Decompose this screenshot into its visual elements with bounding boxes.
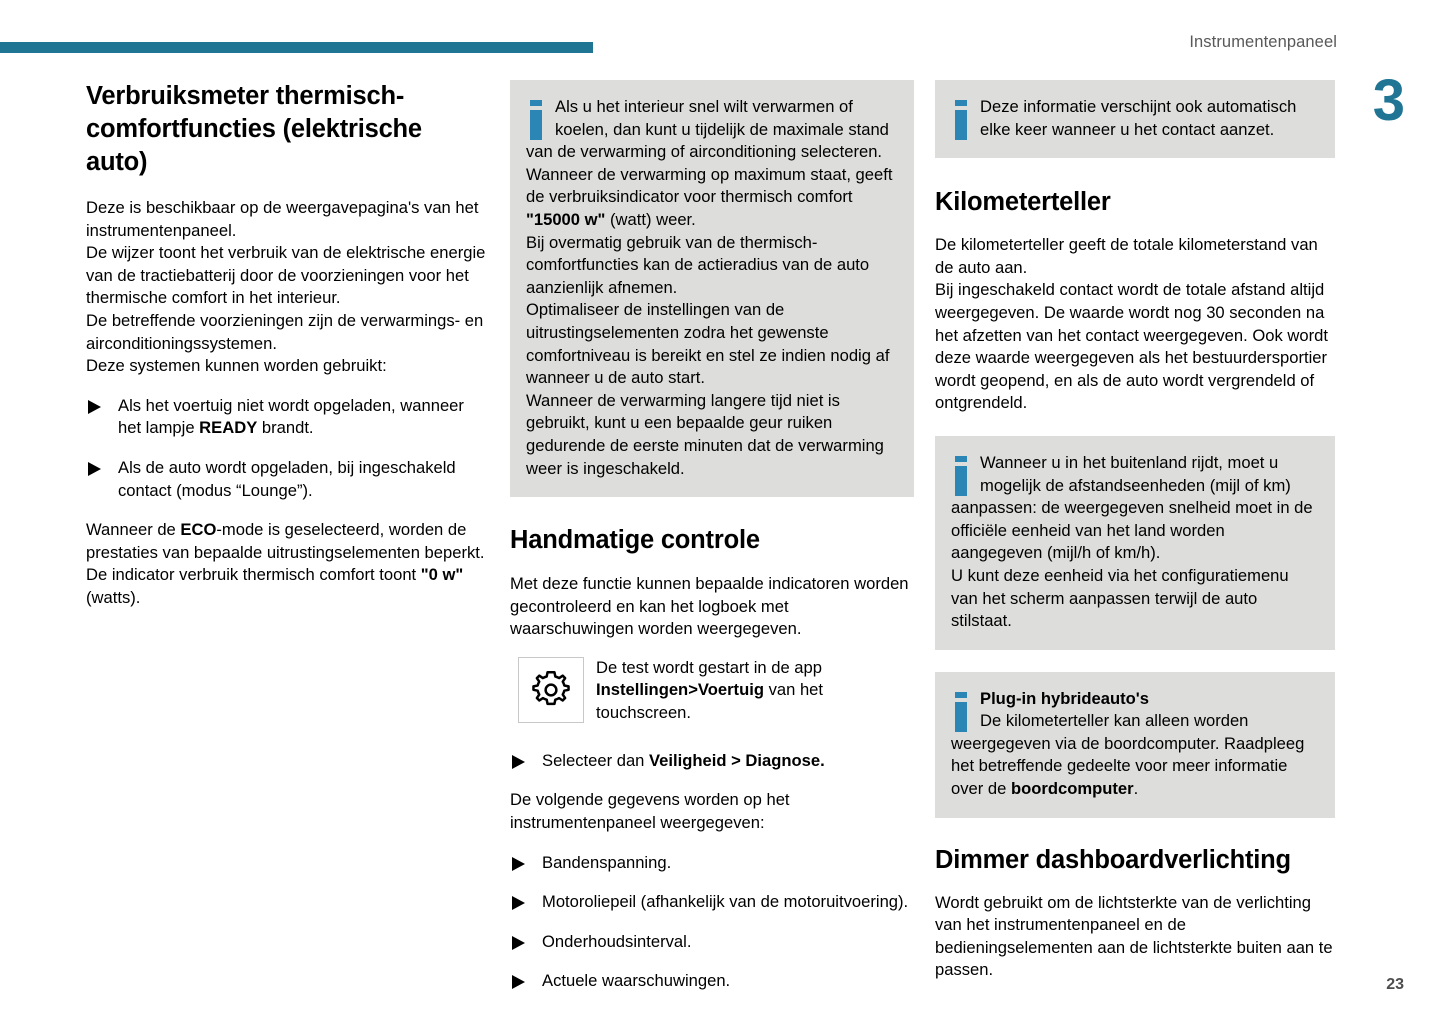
- infobox-body-pre: De kilometerteller kan alleen worden weergegeven via de boordcomputer. Raadpleeg het betreffende gedeelte voor meer informatie over de: [951, 711, 1305, 799]
- info-i-icon: [955, 100, 967, 130]
- infobox-thermisch-comfort: [510, 80, 914, 497]
- triangle-bullet-icon: [88, 400, 101, 414]
- infobox-buitenland: [935, 436, 1335, 650]
- page-number: 23: [1386, 976, 1404, 993]
- section-title-handmatige-controle: Handmatige controle: [510, 526, 760, 555]
- list-item: [510, 750, 914, 773]
- paragraph-kilometerteller-2: Bij ingeschakeld contact wordt de totale afstand altijd weergegeven. De waarde wordt nog 30 seconden na het afzetten van het contact weergegeven. Ook wordt deze waarde weergegeven als het bestuurdersportier wordt geopend, en als de auto wordt vergrendeld of ontgrendeld.: [935, 280, 1328, 413]
- infobox-title: Plug-in hybrideauto's: [980, 688, 1149, 708]
- triangle-bullet-icon: [512, 896, 525, 910]
- infobox-text: [526, 96, 896, 480]
- triangle-bullet-icon: [88, 462, 101, 476]
- infobox-plugin-hybride: [935, 672, 1335, 818]
- bullet-list-systemen: [86, 395, 486, 502]
- bullet-text-bold: READY: [199, 418, 258, 438]
- eco-mid: -mode is geselecteerd, worden de prestaties van bepaalde uitrustingselementen beperkt. De indicator verbruik thermisch comfort toont: [86, 520, 485, 585]
- bullet-list-selecteer: [510, 750, 914, 773]
- bullet-text-pre: Als het voertuig niet wordt opgeladen, wanneer het lampje: [118, 395, 464, 438]
- info-icon-dot: [955, 456, 967, 462]
- infobox-line-1: Als u het interieur snel wilt verwarmen of koelen, dan kunt u tijdelijk de maximale stand van de verwarming of airconditioning selecteren.: [526, 97, 889, 162]
- column-3: [935, 80, 1335, 982]
- infobox-line-2-pre: Wanneer de verwarming op maximum staat, geeft de verbruiksindicator voor thermisch comfort: [526, 164, 893, 207]
- triangle-bullet-icon: [512, 755, 525, 769]
- column-1: [86, 80, 486, 610]
- bullet-text-post: brandt.: [257, 418, 314, 438]
- infobox-line-3: Bij overmatig gebruik van de thermisch-comfortfuncties kan de actieradius van de auto aanzienlijk afnemen.: [526, 232, 870, 297]
- list-item-label: Onderhoudsinterval.: [542, 931, 692, 951]
- triangle-bullet-icon: [512, 857, 525, 871]
- list-item: [86, 395, 486, 440]
- info-icon-stem: [530, 110, 542, 140]
- gear-note-post: van het touchscreen.: [596, 680, 824, 723]
- infobox-line-4: Optimaliseer de instellingen van de uitrustingselementen zodra het gewenste comfortniveau is bereikt en stel ze indien nodig af wanneer u de auto start.: [526, 300, 890, 388]
- list-item: [510, 931, 914, 954]
- info-i-icon: [955, 692, 967, 732]
- eco-bold: ECO: [180, 520, 217, 540]
- paragraph-handmatige-controle: Met deze functie kunnen bepaalde indicatoren worden gecontroleerd en kan het logboek met waarschuwingen worden weergegeven.: [510, 574, 909, 639]
- infobox-body-post: .: [1133, 779, 1139, 799]
- infobox-body-bold: boordcomputer: [1010, 779, 1134, 799]
- info-icon-dot: [530, 100, 542, 106]
- header-rule: [0, 42, 593, 53]
- select-pre: Selecteer dan: [542, 750, 650, 770]
- paragraph-volgende-gegevens: De volgende gegevens worden op het instrumentenpaneel weergegeven:: [510, 790, 790, 833]
- info-icon-stem: [955, 466, 967, 496]
- infobox-line-1: Wanneer u in het buitenland rijdt, moet u mogelijk de afstandseenheden (mijl of km) aanpassen: de weergegeven snelheid moet in de officiële eenheid van het land worden aangegeven (mijl/h of km/h).: [951, 452, 1313, 563]
- list-item-label: Motoroliepeil (afhankelijk van de motoruitvoering).: [542, 892, 909, 912]
- gear-note: [510, 657, 914, 733]
- chapter-number: 3: [1372, 68, 1405, 133]
- gear-note-bold: Instellingen>Voertuig: [596, 680, 764, 700]
- gear-note-pre: De test wordt gestart in de app: [596, 657, 822, 677]
- paragraph-eco-mode: [86, 519, 486, 609]
- info-icon-stem: [955, 702, 967, 732]
- info-icon-stem: [955, 110, 967, 140]
- eco-bold-watts: "0 w": [420, 565, 464, 585]
- list-item: [86, 457, 486, 502]
- bullet-list-gegevens: [510, 852, 914, 993]
- section-title-kilometerteller: Kilometerteller: [935, 188, 1111, 217]
- infobox-contact-aanzet: [935, 80, 1335, 158]
- triangle-bullet-icon: [512, 936, 525, 950]
- paragraph-dimmer: Wordt gebruikt om de lichtsterkte van de verlichting van het instrumentenpaneel en de bedieningselementen aan de lichtsterkte buiten aan te passen.: [935, 892, 1333, 980]
- paragraph-systemen-gebruikt: Deze systemen kunnen worden gebruikt:: [86, 356, 387, 376]
- list-item: [510, 970, 914, 993]
- eco-pre: Wanneer de: [86, 520, 181, 540]
- infobox-line-5: Wanneer de verwarming langere tijd niet is gebruikt, kunt u een bepaalde geur ruiken gedurende de eerste minuten dat de verwarming weer is ingeschakeld.: [526, 390, 884, 478]
- infobox-text: [951, 452, 1317, 633]
- info-icon-dot: [955, 692, 967, 698]
- infobox-text: [951, 688, 1317, 801]
- bullet-text-pre: Als de auto wordt opgeladen, bij ingeschakeld contact (modus “Lounge”).: [118, 457, 456, 500]
- infobox-line-2-post: (watt) weer.: [605, 209, 696, 229]
- select-bold: Veiligheid > Diagnose.: [649, 750, 825, 770]
- page-header-title: Instrumentenpaneel: [1189, 33, 1337, 51]
- list-item: [510, 891, 914, 914]
- list-item-label: Bandenspanning.: [542, 852, 672, 872]
- info-i-icon: [955, 456, 967, 496]
- infobox-line-2-bold: "15000 w": [526, 209, 606, 229]
- triangle-bullet-icon: [512, 975, 525, 989]
- paragraph-kilometerteller-1: De kilometerteller geeft de totale kilometerstand van de auto aan.: [935, 235, 1318, 277]
- info-icon-dot: [955, 100, 967, 106]
- column-2: [510, 80, 914, 993]
- paragraph-voorzieningen: De betreffende voorzieningen zijn de verwarmings- en airconditioningssystemen.: [86, 310, 484, 353]
- section-title-dimmer: Dimmer dashboardverlichting: [935, 845, 1291, 874]
- infobox-line-2: U kunt deze eenheid via het configuratiemenu van het scherm aanpassen terwijl de auto stilstaat.: [951, 565, 1289, 631]
- paragraph-beschikbaar: Deze is beschikbaar op de weergavepagina's van het instrumentenpaneel.: [86, 198, 479, 240]
- gear-icon: [518, 657, 584, 723]
- paragraph-wijzer: De wijzer toont het verbruik van de elektrische energie van de tractiebatterij door de voorzieningen voor het thermische comfort in het interieur.: [86, 243, 486, 308]
- infobox-text: Deze informatie verschijnt ook automatisch elke keer wanneer u het contact aanzet.: [980, 97, 1297, 139]
- info-i-icon: [530, 100, 542, 140]
- list-item-label: Actuele waarschuwingen.: [542, 971, 731, 991]
- eco-post: (watts).: [86, 587, 141, 607]
- list-item: [510, 852, 914, 875]
- section-title-verbruiksmeter: Verbruiksmeter thermisch-comfortfuncties (elektrische auto): [86, 82, 422, 176]
